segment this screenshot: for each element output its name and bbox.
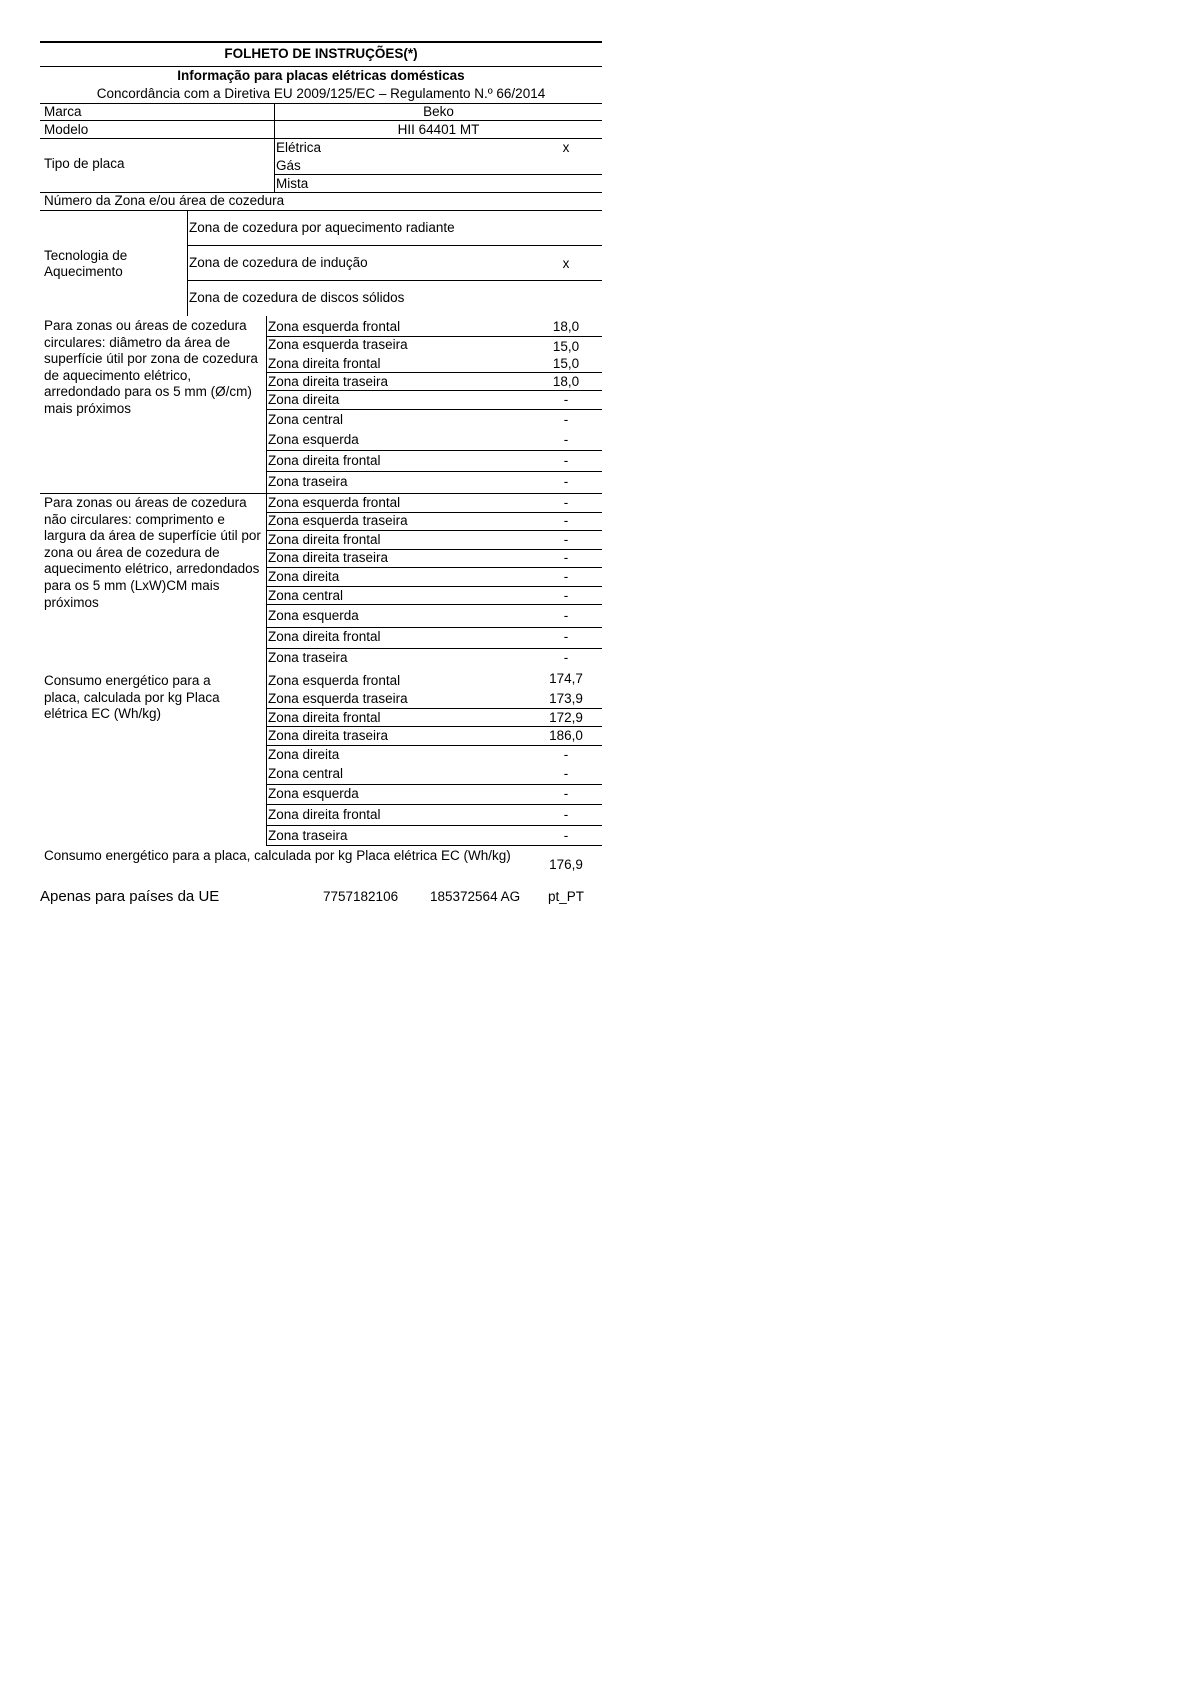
zone-name: Zona direita xyxy=(268,569,340,584)
zone-value: - xyxy=(563,412,569,427)
zone-value: - xyxy=(563,747,569,762)
rule xyxy=(187,245,602,246)
zone-value: 15,0 xyxy=(552,356,580,371)
rule xyxy=(40,120,602,121)
heating-option: Zona de cozedura por aquecimento radiante xyxy=(189,220,455,235)
zone-name: Zona traseira xyxy=(268,474,348,489)
heating-label: Tecnologia de Aquecimento xyxy=(44,248,128,279)
zone-name: Zona direita frontal xyxy=(268,453,381,468)
rule xyxy=(266,450,602,451)
heating-option: Zona de cozedura de indução xyxy=(189,255,368,270)
footer-locale: pt_PT xyxy=(548,889,585,904)
zone-value: - xyxy=(563,392,569,407)
hob-type-option: Elétrica xyxy=(276,140,322,155)
zone-name: Zona central xyxy=(268,412,344,427)
rule xyxy=(266,604,602,605)
zone-name: Zona direita traseira xyxy=(268,550,389,565)
rule xyxy=(266,627,602,628)
rule xyxy=(266,586,602,587)
zone-value: - xyxy=(563,650,569,665)
zone-value: - xyxy=(563,588,569,603)
zone-name: Zona traseira xyxy=(268,828,348,843)
zone-value: 172,9 xyxy=(549,710,583,725)
hob-type-mark: x xyxy=(562,140,570,155)
zone-value: - xyxy=(563,432,569,447)
zone-name: Zona esquerda traseira xyxy=(268,337,408,352)
sheet-subtitle: Informação para placas elétricas domésticas xyxy=(177,68,465,83)
total-consumption-label: Consumo energético para a placa, calculada por kg Placa elétrica EC (Wh/kg) xyxy=(44,848,511,863)
model-label: Modelo xyxy=(44,122,89,137)
hob-type-label: Tipo de placa xyxy=(44,156,125,171)
zone-name: Zona traseira xyxy=(268,650,348,665)
zone-value: - xyxy=(563,569,569,584)
rule xyxy=(266,471,602,472)
zone-value: - xyxy=(563,786,569,801)
zone-value: - xyxy=(563,513,569,528)
zone-value: - xyxy=(563,766,569,781)
brand-label: Marca xyxy=(44,104,82,119)
zone-name: Zona direita frontal xyxy=(268,532,381,547)
zone-name: Zona esquerda traseira xyxy=(268,513,408,528)
zone-name: Zona direita xyxy=(268,392,340,407)
zone-name: Zona direita frontal xyxy=(268,807,381,822)
rule xyxy=(266,804,602,805)
top-rule xyxy=(40,41,602,43)
rule xyxy=(266,390,602,391)
rule xyxy=(40,210,602,211)
heating-mark: x xyxy=(562,256,570,271)
circular-zones-label: Para zonas ou áreas de cozedura circulares: diâmetro da área de superfície útil por zona de cozedura de aquecimento elétrico, arredondado para os 5 mm (Ø/cm) mais próximos xyxy=(44,318,258,416)
consumption-label: Consumo energético para a placa, calculada por kg Placa elétrica EC (Wh/kg) xyxy=(44,673,220,722)
rule xyxy=(266,845,602,846)
rule xyxy=(266,409,602,410)
zone-value: - xyxy=(563,550,569,565)
zone-value: - xyxy=(563,532,569,547)
rule xyxy=(266,784,602,785)
zone-name: Zona esquerda traseira xyxy=(268,691,408,706)
zones-number-label: Número da Zona e/ou área de cozedura xyxy=(44,193,285,208)
zone-name: Zona direita frontal xyxy=(268,356,381,371)
zone-value: 174,7 xyxy=(549,671,583,686)
eu-note: Apenas para países da UE xyxy=(40,888,220,905)
zone-name: Zona direita traseira xyxy=(268,728,389,743)
zone-name: Zona esquerda xyxy=(268,608,359,623)
rule xyxy=(40,138,602,139)
rule xyxy=(266,648,602,649)
zone-value: - xyxy=(563,474,569,489)
rule xyxy=(266,726,602,727)
column-divider xyxy=(266,316,267,846)
rule xyxy=(266,825,602,826)
hob-type-option: Mista xyxy=(276,176,309,191)
zone-name: Zona esquerda frontal xyxy=(268,319,401,334)
zone-value: 186,0 xyxy=(549,728,583,743)
zone-value: - xyxy=(563,495,569,510)
zone-value: - xyxy=(563,608,569,623)
compliance-text: Concordância com a Diretiva EU 2009/125/EC – Regulamento N.º 66/2014 xyxy=(96,86,546,101)
zone-value: - xyxy=(563,828,569,843)
zone-value: - xyxy=(563,629,569,644)
total-consumption-value: 176,9 xyxy=(549,857,583,872)
rule xyxy=(266,372,602,373)
zone-name: Zona esquerda frontal xyxy=(268,495,401,510)
zone-name: Zona central xyxy=(268,588,344,603)
rule xyxy=(40,493,602,494)
brand-value: Beko xyxy=(423,104,454,119)
zone-name: Zona direita xyxy=(268,747,340,762)
zone-name: Zona esquerda xyxy=(268,432,359,447)
rule xyxy=(40,66,602,67)
zone-name: Zona direita frontal xyxy=(268,710,381,725)
zone-value: 18,0 xyxy=(552,374,580,389)
rule xyxy=(266,530,602,531)
hob-type-option: Gás xyxy=(276,158,301,173)
footer-code-2: 185372564 AG xyxy=(430,889,521,904)
zone-name: Zona direita traseira xyxy=(268,374,389,389)
zone-name: Zona esquerda frontal xyxy=(268,673,401,688)
model-value: HII 64401 MT xyxy=(397,122,480,137)
rule xyxy=(266,708,602,709)
noncircular-zones-label: Para zonas ou áreas de cozedura não circulares: comprimento e largura da área de superfície útil por zona ou área de cozedura de aquecimento elétrico, arredondados para os 5 mm (LxW)CM mais próximos xyxy=(44,495,261,610)
column-divider xyxy=(187,210,188,316)
rule xyxy=(187,280,602,281)
zone-name: Zona central xyxy=(268,766,344,781)
footer-code-1: 7757182106 xyxy=(323,889,399,904)
zone-value: - xyxy=(563,453,569,468)
rule xyxy=(266,567,602,568)
rule xyxy=(266,745,602,746)
column-divider xyxy=(274,103,275,193)
zone-value: 173,9 xyxy=(549,691,583,706)
zone-name: Zona esquerda xyxy=(268,786,359,801)
zone-value: 18,0 xyxy=(552,319,580,334)
zone-value: 15,0 xyxy=(552,339,580,354)
zone-value: - xyxy=(563,807,569,822)
rule xyxy=(274,174,602,175)
sheet-title: FOLHETO DE INSTRUÇÕES(*) xyxy=(224,46,418,61)
heating-option: Zona de cozedura de discos sólidos xyxy=(189,290,405,305)
zone-name: Zona direita frontal xyxy=(268,629,381,644)
